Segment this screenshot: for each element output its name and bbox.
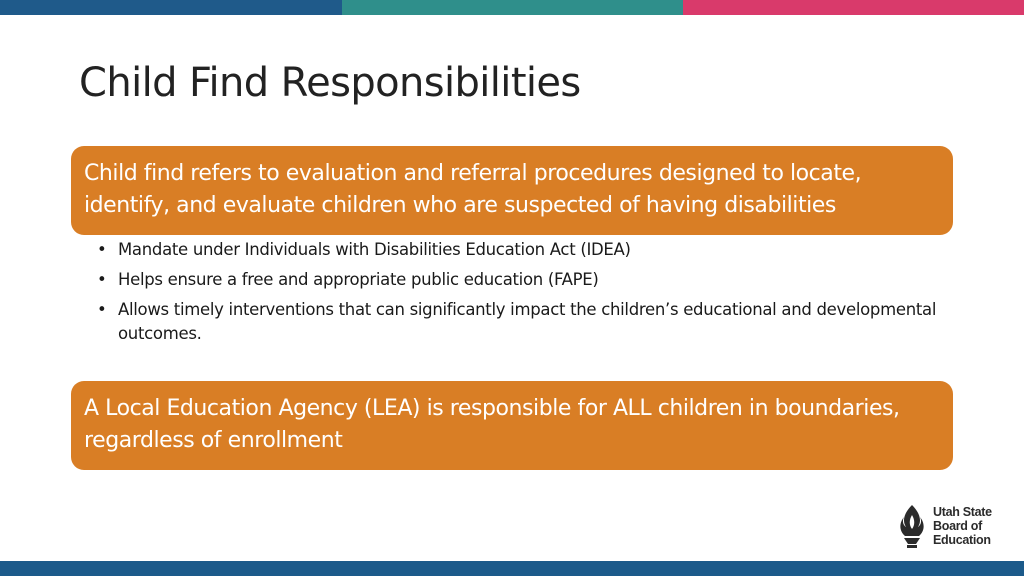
list-item xyxy=(97,268,937,292)
bottom-accent-bar xyxy=(0,561,1024,576)
usbe-logo xyxy=(896,502,1006,552)
lea-text: A Local Education Agency (LEA) is responsible for ALL children in boundaries, regardless of enrollment xyxy=(84,396,900,453)
logo-line-1: Utah State xyxy=(933,505,992,519)
bullet-text: Allows timely interventions that can significantly impact the children’s educational and developmental outcomes. xyxy=(118,300,937,343)
torch-flame-icon xyxy=(896,503,928,551)
bullet-text: Mandate under Individuals with Disabilities Education Act (IDEA) xyxy=(118,240,631,259)
list-item xyxy=(97,238,937,262)
slide-title: Child Find Responsibilities xyxy=(79,60,581,106)
list-item xyxy=(97,298,937,346)
bullet-text: Helps ensure a free and appropriate public education (FAPE) xyxy=(118,270,599,289)
top-accent-bar xyxy=(0,0,1024,15)
top-bar-teal-segment xyxy=(342,0,683,15)
definition-text: Child find refers to evaluation and referral procedures designed to locate, identify, and evaluate children who are suspected of having disabilities xyxy=(84,161,862,218)
logo-line-3: Education xyxy=(933,533,991,547)
top-bar-navy-segment xyxy=(0,0,342,15)
logo-wordmark xyxy=(933,505,992,547)
bullet-icon: • xyxy=(97,240,107,259)
bullet-icon: • xyxy=(97,270,107,289)
definition-callout-box xyxy=(71,146,953,235)
top-bar-pink-segment xyxy=(683,0,1024,15)
lea-callout-box xyxy=(71,381,953,470)
bullet-icon: • xyxy=(97,300,107,319)
logo-line-2: Board of xyxy=(933,519,982,533)
bullet-list xyxy=(97,238,937,352)
